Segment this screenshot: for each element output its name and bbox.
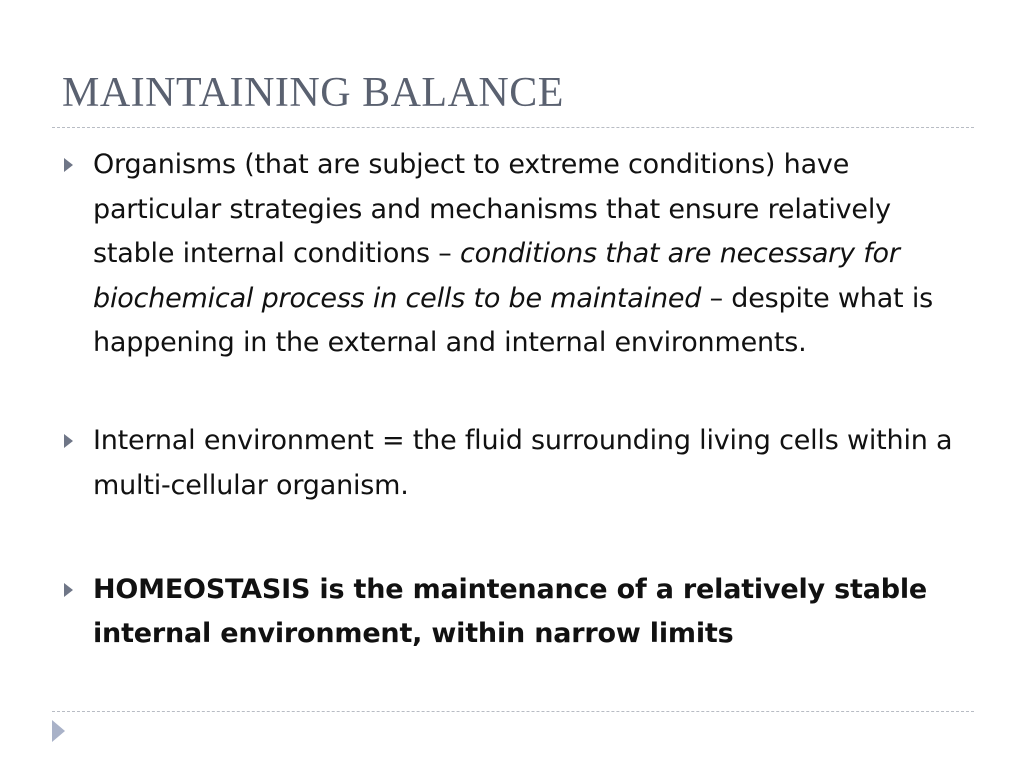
bullet-item bbox=[93, 143, 973, 366]
slide-title: MAINTAINING BALANCE bbox=[62, 70, 564, 116]
footer-arrow-icon bbox=[52, 720, 65, 742]
bullet-text: Internal environment = the fluid surrounding living cells within a multi-cellular organism. bbox=[93, 425, 953, 501]
bullet-text: HOMEOSTASIS is the maintenance of a relatively stable internal environment, within narrow limits bbox=[93, 574, 928, 649]
bullet-item bbox=[93, 419, 973, 508]
bullet-arrow-icon bbox=[64, 583, 73, 597]
bullet-item bbox=[93, 568, 973, 656]
bullet-text: – despite what is happening in the external and internal environments. bbox=[93, 282, 933, 358]
bullet-text: Organisms (that are subject to extreme conditions) have particular strategies and mechanisms that ensure relatively stable internal conditions – bbox=[93, 149, 891, 269]
bullet-arrow-icon bbox=[64, 158, 73, 172]
bullet-arrow-icon bbox=[64, 434, 73, 448]
bullet-italic-text: conditions that are necessary for biochemical process in cells to be maintained bbox=[93, 238, 900, 314]
footer-divider bbox=[52, 711, 974, 712]
